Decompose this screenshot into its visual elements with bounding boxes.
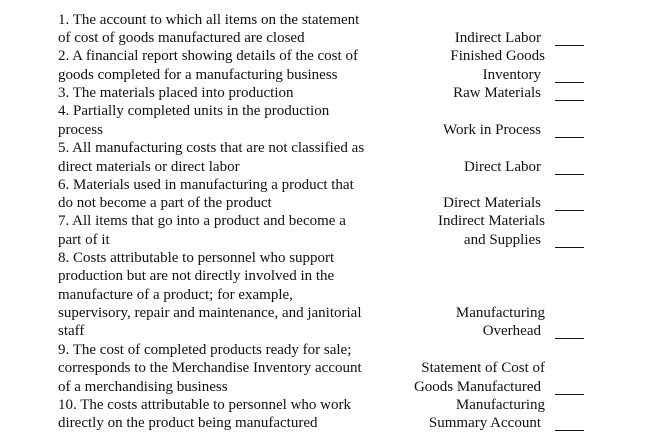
- definition-8-line-2: production but are not directly involved in the: [58, 268, 335, 284]
- definition-10-line-1: 10. The costs attributable to personnel who work: [58, 397, 351, 413]
- answer-blank-work-in-process[interactable]: [555, 137, 584, 138]
- term-manufacturing-overhead-line-2: Overhead: [482, 323, 541, 339]
- definition-8-line-1: 8. Costs attributable to personnel who support: [58, 250, 335, 266]
- term-statement-cogm-line-1: Statement of Cost of: [421, 360, 545, 376]
- definition-4-line-1: 4. Partially completed units in the production: [58, 103, 330, 119]
- definition-6-line-1: 6. Materials used in manufacturing a product that: [58, 177, 354, 193]
- definition-1-line-2: of cost of goods manufactured are closed: [58, 30, 305, 46]
- definition-9-line-2: corresponds to the Merchandise Inventory account: [58, 360, 362, 376]
- answer-blank-indirect-labor[interactable]: [555, 45, 584, 46]
- answer-blank-raw-materials[interactable]: [555, 100, 584, 101]
- term-finished-goods-line-1: Finished Goods: [450, 48, 545, 64]
- definition-5-line-2: direct materials or direct labor: [58, 159, 240, 175]
- answer-blank-direct-materials[interactable]: [555, 210, 584, 211]
- term-manufacturing-summary-line-2: Summary Account: [428, 415, 541, 431]
- definition-2-line-1: 2. A financial report showing details of the cost of: [58, 48, 358, 64]
- definition-7-line-2: part of it: [58, 232, 110, 248]
- answer-blank-direct-labor[interactable]: [555, 174, 584, 175]
- definition-5-line-1: 5. All manufacturing costs that are not classified as: [58, 140, 365, 156]
- definition-1-line-1: 1. The account to which all items on the statement: [58, 12, 360, 28]
- term-indirect-labor: Indirect Labor: [454, 30, 541, 46]
- term-direct-materials: Direct Materials: [443, 195, 541, 211]
- answer-blank-manufacturing-overhead[interactable]: [555, 338, 584, 339]
- term-direct-labor: Direct Labor: [463, 159, 541, 175]
- answer-blank-statement-cogm[interactable]: [555, 394, 584, 395]
- definition-8-line-3: manufacture of a product; for example,: [58, 287, 293, 303]
- term-manufacturing-summary-line-1: Manufacturing: [455, 397, 545, 413]
- definition-2-line-2: goods completed for a manufacturing business: [58, 67, 338, 83]
- term-indirect-materials-line-1: Indirect Materials: [437, 213, 545, 229]
- definition-9-line-1: 9. The cost of completed products ready for sale;: [58, 342, 352, 358]
- term-manufacturing-overhead-line-1: Manufacturing: [455, 305, 545, 321]
- answer-blank-indirect-materials[interactable]: [555, 247, 584, 248]
- answer-blank-manufacturing-summary[interactable]: [555, 430, 584, 431]
- answer-blank-finished-goods-inventory[interactable]: [555, 82, 584, 83]
- term-raw-materials: Raw Materials: [453, 85, 541, 101]
- definition-10-line-2: directly on the product being manufactured: [58, 415, 318, 431]
- definition-8-line-4: supervisory, repair and maintenance, and janitorial: [58, 305, 362, 321]
- definition-8-line-5: staff: [58, 323, 85, 339]
- definition-6-line-2: do not become a part of the product: [58, 195, 272, 211]
- definition-7-line-1: 7. All items that go into a product and become a: [58, 213, 346, 229]
- definition-4-line-2: process: [58, 122, 103, 138]
- term-finished-goods-line-2: Inventory: [482, 67, 541, 83]
- definition-3: 3. The materials placed into production: [58, 85, 294, 101]
- definition-9-line-3: of a merchandising business: [58, 379, 228, 395]
- term-indirect-materials-line-2: and Supplies: [463, 232, 541, 248]
- term-statement-cogm-line-2: Goods Manufactured: [413, 379, 541, 395]
- term-work-in-process: Work in Process: [443, 122, 541, 138]
